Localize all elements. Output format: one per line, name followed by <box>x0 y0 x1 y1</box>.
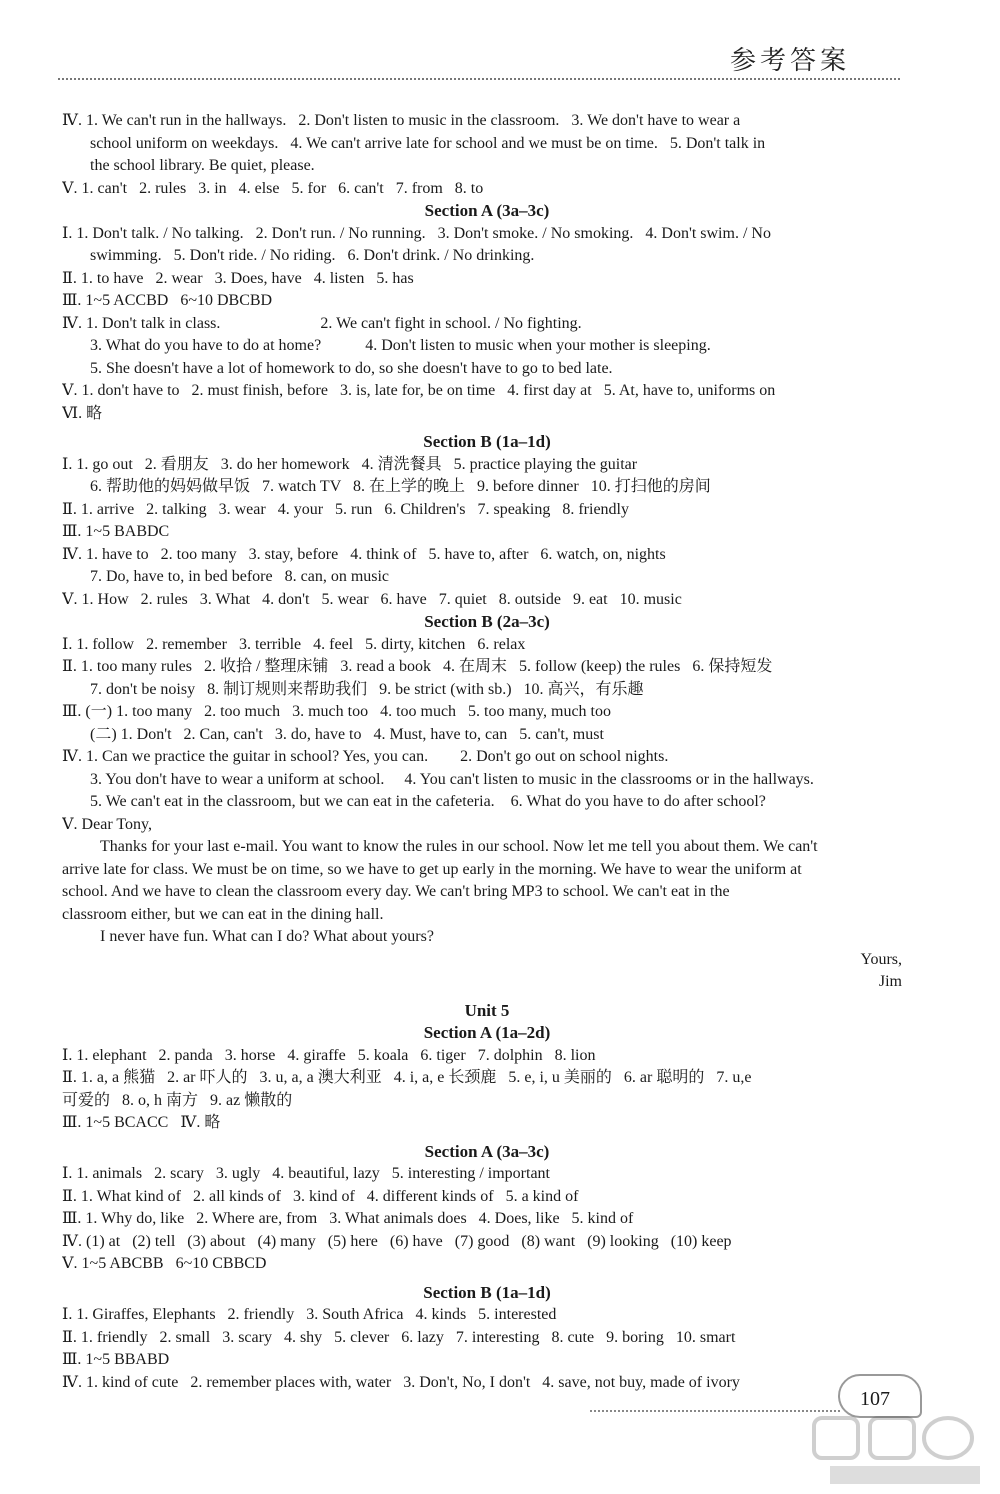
answer-line: Ⅰ. 1. follow 2. remember 3. terrible 4. feel 5. dirty, kitchen 6. relax <box>62 635 526 653</box>
answer-line: Ⅴ. Dear Tony, <box>62 815 152 833</box>
answer-line: Ⅴ. 1~5 ABCBB 6~10 CBBCD <box>62 1255 267 1272</box>
answer-line: 7. Do, have to, in bed before 8. can, on music <box>90 568 390 585</box>
answer-line: Yours, <box>860 950 902 968</box>
section-heading: Section A (3a–3c) <box>424 1141 550 1161</box>
page-header-title: 参考答案 <box>729 46 850 76</box>
section-heading: Section B (1a–1d) <box>423 1282 551 1302</box>
answer-line: Ⅱ. 1. friendly 2. small 3. scary 4. shy 5. clever 6. lazy 7. interesting 8. cute 9. boring 10. smart <box>62 1328 736 1346</box>
answer-line: Jim <box>878 973 902 990</box>
answer-line: Ⅲ. 1~5 ACCBD 6~10 DBCBD <box>62 292 273 309</box>
header-divider <box>58 78 900 80</box>
answer-line: 3. What do you have to do at home? 4. Don't listen to music when your mother is sleeping. <box>90 337 711 354</box>
answer-line: arrive late for class. We must be on time, so we have to get up early in the morning. We have to wear the uniform at <box>62 860 802 878</box>
answer-line: Ⅲ. 1~5 BBABD <box>62 1351 170 1368</box>
section-heading: Unit 5 <box>464 1000 510 1020</box>
answer-line: school. And we have to clean the classroom every day. We can't bring MP3 to school. We can't eat in the <box>62 883 730 900</box>
answer-content <box>62 110 912 1394</box>
answer-line: swimming. 5. Don't ride. / No riding. 6. Don't drink. / No drinking. <box>90 247 535 264</box>
section-heading: Section A (3a–3c) <box>424 201 550 220</box>
watermark-logo-icon <box>810 1410 990 1490</box>
answer-line: school uniform on weekdays. 4. We can't arrive late for school and we must be on time. 5. Don't talk in <box>90 134 766 152</box>
answer-line: 7. don't be noisy 8. 制订规则来帮助我们 9. be strict (with sb.) 10. 高兴，有乐趣 <box>90 680 644 698</box>
answer-line: I never have fun. What can I do? What about yours? <box>100 928 434 945</box>
page-number: 107 <box>860 1388 890 1410</box>
footer-divider <box>590 1410 840 1412</box>
answer-line: 可爱的 8. o, h 南方 9. az 懒散的 <box>62 1091 293 1109</box>
answer-line: the school library. Be quiet, please. <box>90 157 315 174</box>
answer-line: Ⅱ. 1. What kind of 2. all kinds of 3. kind of 4. different kinds of 5. a kind of <box>62 1187 579 1205</box>
answer-line: Ⅳ. 1. Don't talk in class. 2. We can't fight in school. / No fighting. <box>62 314 582 332</box>
answer-line: 5. She doesn't have a lot of homework to do, so she doesn't have to go to bed late. <box>90 359 613 377</box>
answer-line: Ⅵ. 略 <box>62 404 103 422</box>
answer-line: Ⅲ. 1~5 BABDC <box>62 523 170 540</box>
answer-line: Ⅱ. 1. a, a 熊猫 2. ar 吓人的 3. u, a, a 澳大利亚 4. i, a, e 长颈鹿 5. e, i, u 美丽的 6. ar 聪明的 7. u,e <box>62 1069 752 1086</box>
section-heading: Section A (1a–2d) <box>423 1023 551 1042</box>
answer-line: Ⅱ. 1. too many rules 2. 收拾 / 整理床铺 3. read a book 4. 在周末 5. follow (keep) the rules 6. 保持短发 <box>62 658 773 675</box>
answer-line: Ⅰ. 1. animals 2. scary 3. ugly 4. beautiful, lazy 5. interesting / important <box>62 1165 550 1182</box>
answer-line: Ⅴ. 1. can't 2. rules 3. in 4. else 5. for 6. can't 7. from 8. to <box>62 179 484 197</box>
answer-line: Ⅲ. (一) 1. too many 2. too much 3. much too 4. too much 5. too many, much too <box>62 703 611 720</box>
answer-line: Ⅴ. 1. How 2. rules 3. What 4. don't 5. wear 6. have 7. quiet 8. outside 9. eat 10. music <box>62 590 682 608</box>
answer-line: Ⅲ. 1~5 BCACC Ⅳ. 略 <box>62 1114 221 1131</box>
answer-line: Ⅳ. 1. have to 2. too many 3. stay, before 4. think of 5. have to, after 6. watch, on, nights <box>62 545 666 563</box>
answer-line: Ⅱ. 1. to have 2. wear 3. Does, have 4. listen 5. has <box>62 269 414 287</box>
answer-line: Ⅳ. 1. kind of cute 2. remember places with, water 3. Don't, No, I don't 4. save, not buy, made of ivory <box>62 1373 740 1391</box>
answer-line: Ⅰ. 1. elephant 2. panda 3. horse 4. giraffe 5. koala 6. tiger 7. dolphin 8. lion <box>62 1046 596 1064</box>
answer-line: Ⅳ. 1. We can't run in the hallways. 2. Don't listen to music in the classroom. 3. We don't have to wear a <box>62 112 741 129</box>
section-heading: Section B (1a–1d) <box>423 432 551 451</box>
answer-line: Ⅰ. 1. go out 2. 看朋友 3. do her homework 4. 清洗餐具 5. practice playing the guitar <box>62 455 638 473</box>
answer-line: Ⅳ. (1) at (2) tell (3) about (4) many (5) here (6) have (7) good (8) want (9) looking (10) keep <box>62 1232 732 1250</box>
answer-line: Ⅰ. 1. Don't talk. / No talking. 2. Don't run. / No running. 3. Don't smoke. / No smoking. 4. Don't swim. / No <box>62 224 771 242</box>
answer-line: 6. 帮助他的妈妈做早饭 7. watch TV 8. 在上学的晚上 9. before dinner 10. 打扫他的房间 <box>90 478 711 495</box>
answer-line: Ⅳ. 1. Can we practice the guitar in school? Yes, you can. 2. Don't go out on school nights. <box>62 748 669 765</box>
section-heading: Section B (2a–3c) <box>424 612 550 631</box>
answer-line: Thanks for your last e-mail. You want to know the rules in our school. Now let me tell you about them. We can't <box>100 838 818 855</box>
answer-line: classroom either, but we can eat in the dining hall. <box>62 905 384 923</box>
answer-line: (二) 1. Don't 2. Can, can't 3. do, have to 4. Must, have to, can 5. can't, must <box>90 725 604 743</box>
answer-line: Ⅲ. 1. Why do, like 2. Where are, from 3. What animals does 4. Does, like 5. kind of <box>62 1210 634 1227</box>
answer-line: 5. We can't eat in the classroom, but we can eat in the cafeteria. 6. What do you have to do after school? <box>90 793 766 810</box>
answer-line: 3. You don't have to wear a uniform at school. 4. You can't listen to music in the classrooms or in the hallways. <box>90 770 814 788</box>
answer-line: Ⅰ. 1. Giraffes, Elephants 2. friendly 3. South Africa 4. kinds 5. interested <box>62 1306 557 1323</box>
answer-line: Ⅱ. 1. arrive 2. talking 3. wear 4. your 5. run 6. Children's 7. speaking 8. friendly <box>62 500 629 518</box>
answer-line: Ⅴ. 1. don't have to 2. must finish, before 3. is, late for, be on time 4. first day at 5. At, have to, uniforms on <box>62 382 776 399</box>
